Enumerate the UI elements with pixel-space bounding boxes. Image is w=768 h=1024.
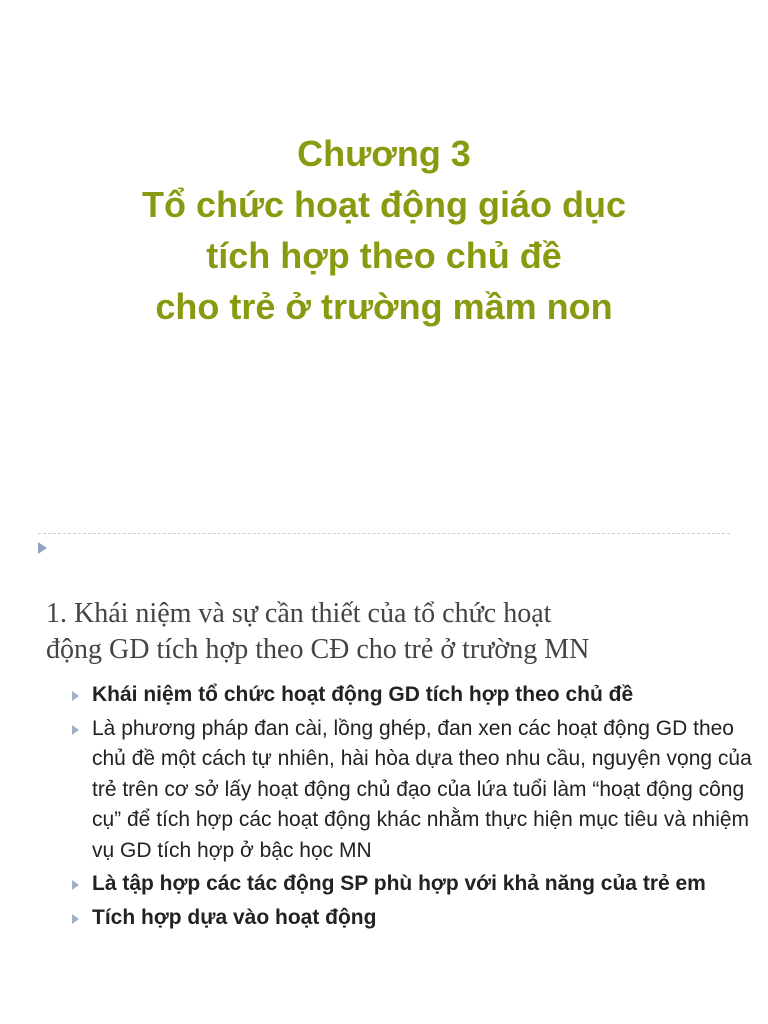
- slide-divider: [38, 533, 730, 534]
- bullet-list: [72, 680, 752, 936]
- bullet-text: Tích hợp dựa vào hoạt động: [92, 905, 377, 929]
- list-item: [72, 714, 752, 867]
- bullet-text: Là phương pháp đan cài, lồng ghép, đan xen các hoạt động GD theo chủ đề một cách tự nhiên, hài hòa dựa theo nhu cầu, nguyện vọng của trẻ trên cơ sở lấy hoạt động chủ đạo của lứa tuổi làm “hoạt động công cụ” để tích hợp các hoạt động khác nhằm thực hiện mục tiêu và nhiệm vụ GD tích hợp ở bậc học MN: [92, 716, 752, 862]
- title-line-4: cho trẻ ở trường mầm non: [155, 286, 613, 327]
- bullet-triangle-icon: [72, 880, 79, 890]
- title-line-1: Chương 3: [297, 133, 471, 174]
- section-heading: [46, 596, 746, 668]
- list-item: [72, 903, 752, 934]
- section-heading-line-1: 1. Khái niệm và sự cần thiết của tổ chức hoạt: [46, 598, 552, 629]
- bullet-text: Khái niệm tổ chức hoạt động GD tích hợp theo chủ đề: [92, 683, 634, 706]
- bullet-triangle-icon: [72, 725, 79, 735]
- slide-title: [0, 128, 768, 332]
- title-line-3: tích hợp theo chủ đề: [206, 235, 562, 276]
- bullet-text: Là tập hợp các tác động SP phù hợp với khả năng của trẻ em: [92, 872, 706, 895]
- list-item: [72, 869, 752, 900]
- title-line-2: Tổ chức hoạt động giáo dục: [141, 184, 627, 225]
- list-item: [72, 680, 752, 711]
- bullet-triangle-icon: [72, 691, 79, 701]
- slide-marker-arrow-icon: [38, 542, 47, 554]
- bullet-triangle-icon: [72, 914, 79, 924]
- section-heading-line-2: động GD tích hợp theo CĐ cho trẻ ở trường MN: [46, 634, 590, 665]
